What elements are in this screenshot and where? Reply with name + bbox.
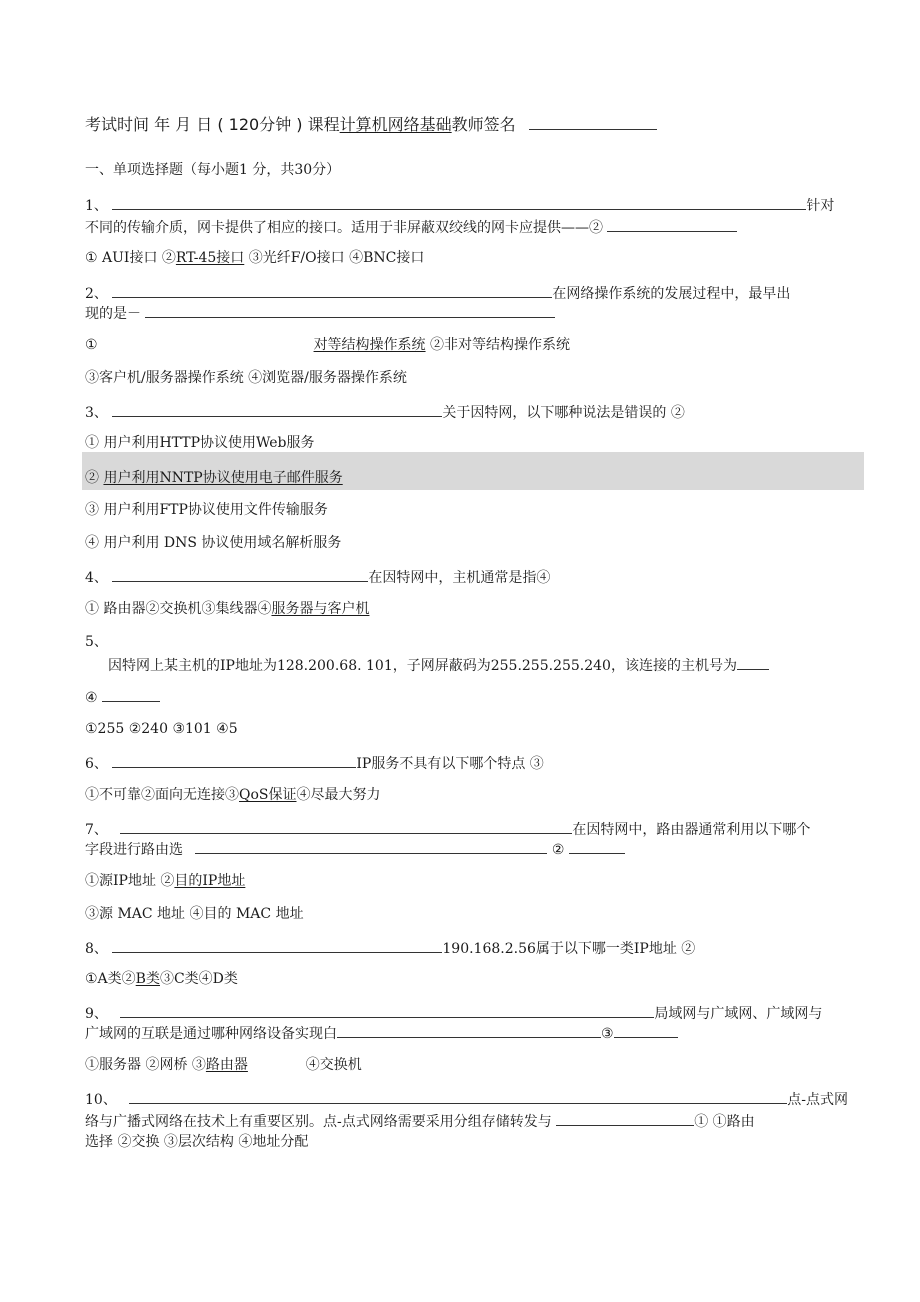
q9-correct-option: 路由器 [205,1057,248,1073]
q3-option-1: ① 用户利用HTTP协议使用Web服务 [85,435,315,451]
signature-blank[interactable] [529,114,657,130]
q10-line3: 选择 ②交换 ③层次结构 ④地址分配 [85,1134,309,1150]
header-prefix: 考试时间 年 月 日 ( 120分钟 ) 课程 [85,115,340,134]
q9-answer-mark: ③ [601,1026,614,1042]
q9-tail: 局域网与广域网、广域网与 [654,1006,823,1022]
header-suffix: 教师签名 [451,115,516,134]
q9-stem: 广域网的互联是通过哪种网络设备实现白 [85,1026,337,1042]
q6-line1 [85,752,544,774]
q3-option-4: ④ 用户利用 DNS 协议使用域名解析服务 [85,535,342,551]
q4-line1 [85,566,550,588]
q5-answer [85,686,160,708]
q8-options [85,969,238,989]
q2-line2 [85,302,555,324]
q7-line2 [85,838,625,860]
q1-option-a: ① AUI接口 ② [85,250,176,266]
q9-answer-blank[interactable] [614,1022,678,1038]
q9-option-a: ①服务器 ②网桥 ③ [85,1057,206,1073]
q6-correct-option: QoS保证 [239,787,297,803]
q8-option-a: ①A类② [85,971,136,987]
q9-option-rest: ④交换机 [247,1057,362,1073]
q3-correct-option: 用户利用NNTP协议使用电子邮件服务 [103,470,343,486]
q7-number: 7、 [85,822,108,838]
q9-blank[interactable] [120,1002,654,1018]
q2-tail: 在网络操作系统的发展过程中，最早出 [552,286,791,302]
q2-options-1 [85,335,570,355]
q4-options [85,599,369,619]
q10-line2 [85,1110,755,1132]
q9-options [85,1055,362,1075]
q2-correct-option: 对等结构操作系统 [313,337,426,353]
q9-blank-2[interactable] [337,1022,601,1038]
q2-blank[interactable] [112,282,552,298]
q8-number: 8、 [85,941,108,957]
q2-options-2: ③客户机/服务器操作系统 ④浏览器/服务器操作系统 [85,370,407,386]
q4-option-a: ① 路由器②交换机③集线器④ [85,601,272,617]
q5-blank[interactable] [737,654,769,670]
q5-number: 5、 [85,634,108,650]
q1-tail: 针对 [806,198,835,214]
exam-header [85,114,657,135]
q9-number: 9、 [85,1006,108,1022]
q5-answer-blank[interactable] [102,686,160,702]
q6-tail: IP服务不具有以下哪个特点 ③ [356,756,544,772]
q7-answer-mark: ② [551,842,565,858]
q7-options-2: ③源 MAC 地址 ④目的 MAC 地址 [85,906,304,922]
q5-answer-mark: ④ [85,690,98,706]
q4-correct-option: 服务器与客户机 [271,601,370,617]
q7-blank-2[interactable] [195,838,547,854]
q6-option-a: ①不可靠②面向无连接③ [85,787,239,803]
q9-line1 [85,1002,822,1024]
q4-blank[interactable] [112,566,368,582]
q8-tail: 190.168.2.56属于以下哪一类IP地址 ② [442,941,696,957]
q10-line1 [85,1088,848,1110]
q6-options [85,785,381,805]
q2-line1 [85,282,790,304]
q3-option-3: ③ 用户利用FTP协议使用文件传输服务 [85,502,328,518]
q7-stem: 字段进行路由选 [85,842,183,858]
q7-correct-option: 目的IP地址 [174,873,246,889]
q1-answer-blank[interactable] [607,216,737,232]
q7-option-a: ①源IP地址 ② [85,873,175,889]
q3-tail: 关于因特网，以下哪种说法是错误的 ② [442,405,685,421]
q6-number: 6、 [85,756,108,772]
q7-line1 [85,818,810,840]
q5-options: ①255 ②240 ③101 ④5 [85,721,238,737]
q10-stem: 络与广播式网络在技术上有重要区别。点-点式网络需要采用分组存储转发与 [85,1114,552,1130]
q10-blank[interactable] [129,1088,787,1104]
q8-blank[interactable] [112,937,442,953]
section-title: 一、单项选择题（每小题1 分，共30分） [85,162,341,178]
q10-stem-tail: ① ①路由 [694,1114,755,1130]
q9-line2 [85,1022,678,1044]
q1-line2 [85,216,737,238]
q5-stem [108,654,769,676]
q2-option-mark: ① [85,337,98,353]
q5-text: 因特网上某主机的IP地址为128.200.68. 101，子网屏蔽码为255.255.255.240，该连接的主机号为 [108,658,737,674]
q1-option-rest: ③光纤F/O接口 ④BNC接口 [244,250,425,266]
q10-tail: 点-点式网 [787,1092,849,1108]
q3-line1 [85,401,685,423]
q3-number: 3、 [85,405,108,421]
q3-option-2-mark: ② [85,470,104,486]
q2-option-rest: ②非对等结构操作系统 [425,337,571,353]
q3-option-2 [85,468,343,488]
q4-number: 4、 [85,570,108,586]
q7-blank[interactable] [120,818,572,834]
q1-number: 1、 [85,198,108,214]
q7-tail: 在因特网中，路由器通常利用以下哪个 [572,822,811,838]
q1-options [85,248,424,268]
q6-blank[interactable] [112,752,356,768]
q8-line1 [85,937,695,959]
q2-answer-blank[interactable] [145,302,555,318]
q1-line1 [85,194,834,216]
q8-correct-option: B类 [135,971,160,987]
q1-stem: 不同的传输介质，网卡提供了相应的接口。适用于非屏蔽双绞线的网卡应提供——② [85,220,603,236]
q6-option-rest: ④尽最大努力 [296,787,381,803]
q2-stem: 现的是－ [85,306,141,322]
q1-correct-option: RT-45接口 [175,250,245,266]
q1-blank[interactable] [112,194,806,210]
q4-tail: 在因特网中，主机通常是指④ [368,570,551,586]
q3-blank[interactable] [112,401,442,417]
q7-answer-blank[interactable] [569,838,625,854]
q10-number: 10、 [85,1092,117,1108]
q10-answer-blank[interactable] [556,1110,694,1126]
q2-number: 2、 [85,286,108,302]
course-name: 计算机网络基础 [339,115,452,134]
q8-option-rest: ③C类④D类 [159,971,238,987]
q7-options-1 [85,871,245,891]
